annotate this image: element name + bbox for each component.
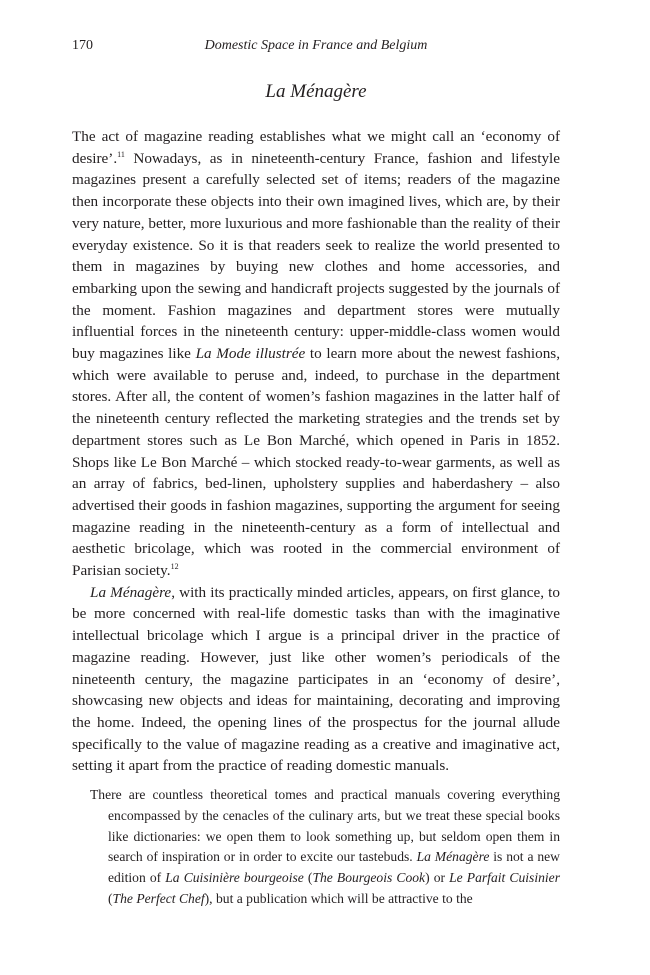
text-run: ( — [108, 891, 113, 907]
italic-title: La Ménagère — [416, 849, 490, 865]
running-head — [72, 36, 560, 56]
italic-title: La Ménagère — [90, 583, 172, 601]
text-run: There are countless theoretical tomes and practical manuals covering everything encompassed by the cenacles of the culinary arts, but we treat these special books like dictionaries: we open them to look something up, but seldom open them in search of inspiration or in order to excite our tastebuds. — [90, 787, 560, 865]
text-run: ) or — [425, 870, 450, 886]
page-number: 170 — [72, 38, 93, 53]
footnote-marker-12: 12 — [170, 562, 179, 572]
text-run: ( — [303, 870, 313, 886]
block-quote — [90, 785, 560, 910]
paragraph-1 — [72, 126, 560, 582]
italic-title: The Perfect Chef — [112, 891, 205, 907]
quote-body — [90, 785, 560, 910]
italic-title: The Bourgeois Cook — [312, 870, 426, 886]
body-text — [72, 126, 560, 910]
text-run: Nowadays, as in nineteenth-century France, fashion and lifestyle magazines present a carefully selected set of items; readers of the magazine then incorporate these objects into their own imagined lives, which are, by their very nature, better, more luxurious and more fashionable than the reality of their everyday existence. So it is that readers seek to realize the world presented to them in magazines by buying new clothes and home accessories, and embarking upon the sewing and handicraft projects suggested by the journals of the moment. Fashion magazines and department stores were mutually influential forces in the nineteenth century: upper-middle-class women would buy magazines like — [72, 149, 560, 363]
paragraph-2 — [72, 582, 560, 777]
text-run: , with its practically minded articles, appears, on first glance, to be more concerned with real-life domestic tasks than with the imaginative intellectual bricolage which I argue is a principal driver in the practice of magazine reading. However, just like other women’s periodicals of the nineteenth century, the magazine participates in an ‘economy of desire’, showcasing new objects and ideas for maintaining, decorating and improving the home. Indeed, the opening lines of the prospectus for the journal allude specifically to the value of magazine reading as a creative and imaginative act, setting it apart from the practice of reading domestic manuals. — [72, 583, 560, 775]
italic-title: La Cuisinière bourgeoise — [165, 870, 304, 886]
text-run: ), but a publication which will be attractive to the — [204, 891, 473, 907]
italic-title: La Mode illustrée — [195, 345, 306, 363]
text-run: to learn more about the newest fashions, which were available to peruse and, indeed, to purchase in the department stores. After all, the content of women’s fashion magazines in the latter half of the nineteenth century reflected the marketing strategies and the trends set by department stores such as Le Bon Marché, which opened in Paris in 1852. Shops like Le Bon Marché – which stocked ready-to-wear garments, as well as an array of fabrics, bed-linen, upholstery supplies and haberdashery – also advertised their goods in fashion magazines, supporting the argument for seeing magazine reading in the nineteenth-century as a form of intellectual and aesthetic bricolage, which was rooted in the commercial environment of Parisian society. — [72, 345, 560, 580]
italic-title: Le Parfait Cuisinier — [449, 870, 560, 886]
text-run: is not a new edition of — [108, 849, 560, 886]
footnote-marker-11: 11 — [117, 149, 125, 159]
running-title: Domestic Space in France and Belgium — [204, 38, 428, 53]
text-run: The act of magazine reading establishes what we might call an ‘economy of desire’. — [72, 128, 560, 167]
section-heading: La Ménagère — [265, 81, 367, 102]
